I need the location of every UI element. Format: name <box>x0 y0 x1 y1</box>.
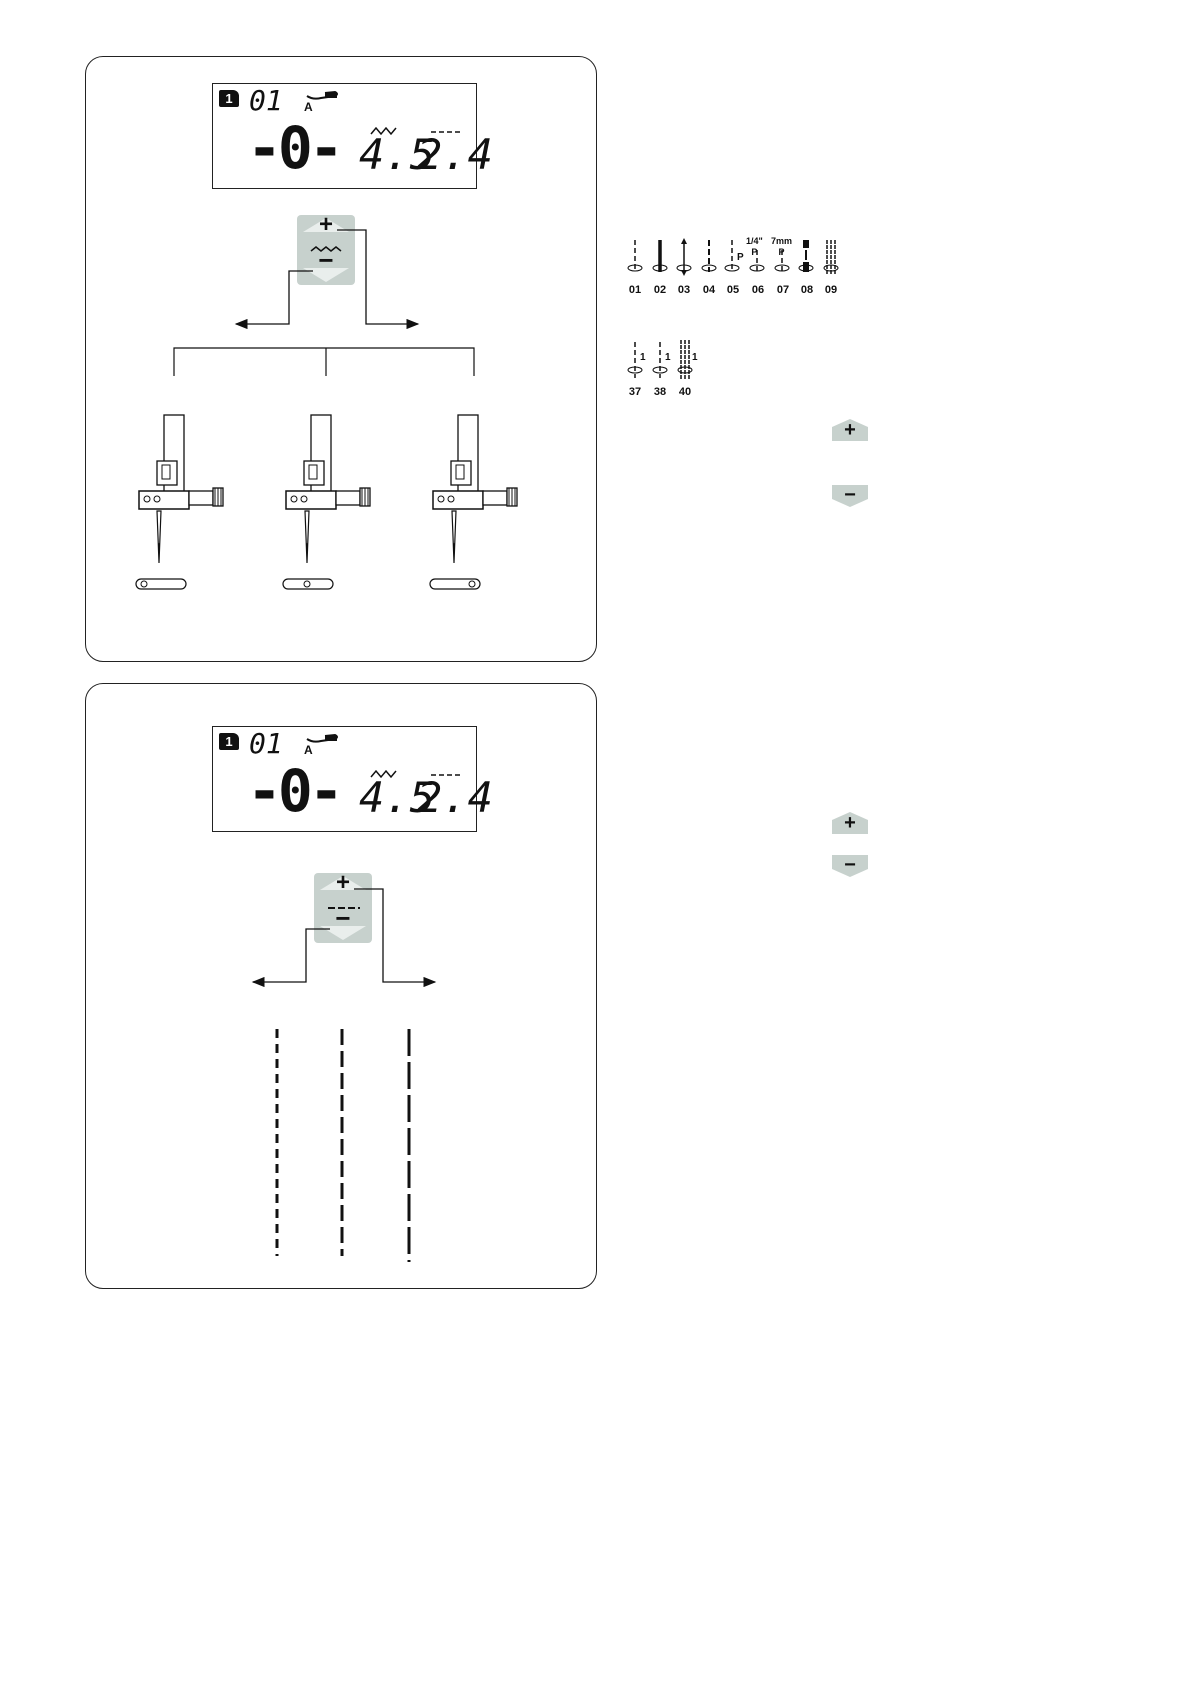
pattern-number-05[interactable]: 05 <box>726 284 740 296</box>
needle-center <box>283 415 370 589</box>
needle-position-readout: -0- <box>247 757 340 825</box>
pattern-number: 01 <box>249 727 283 760</box>
top-diagram-lines <box>86 57 596 661</box>
pattern-number-08[interactable]: 08 <box>800 284 814 296</box>
stitch-pattern-row-1 <box>622 238 862 300</box>
mark-07: 7mm P <box>771 236 793 257</box>
needle-left <box>136 415 223 589</box>
mode-badge: 1 <box>219 90 239 107</box>
mark-05: P <box>737 252 744 263</box>
side-minus-key-2[interactable] <box>832 855 868 877</box>
width-plus-button[interactable]: + <box>318 211 333 238</box>
mark-06: 1/4" P <box>746 236 763 257</box>
side-plus-key-2[interactable] <box>832 812 868 834</box>
pattern-number-07[interactable]: 07 <box>776 284 790 296</box>
mark-37: 1 <box>640 352 646 363</box>
foot-letter: A <box>304 100 313 114</box>
stitch-length-panel <box>85 683 597 1289</box>
bottom-diagram-lines <box>86 684 596 1288</box>
side-key-label: + <box>844 812 856 834</box>
side-plus-key-1[interactable] <box>832 419 868 441</box>
pattern-number: 01 <box>249 84 283 117</box>
side-minus-key-1[interactable] <box>832 485 868 507</box>
mark-38: 1 <box>665 352 671 363</box>
pattern-number-40[interactable]: 40 <box>678 386 692 398</box>
pattern-number-09[interactable]: 09 <box>824 284 838 296</box>
pattern-number-02[interactable]: 02 <box>653 284 667 296</box>
foot-letter: A <box>304 743 313 757</box>
pattern-number-04[interactable]: 04 <box>702 284 716 296</box>
side-key-label: + <box>844 419 856 441</box>
mode-badge: 1 <box>219 733 239 750</box>
length-value: 2.4 <box>417 130 493 179</box>
needle-right <box>430 415 517 589</box>
pattern-number-06[interactable]: 06 <box>751 284 765 296</box>
side-key-label: − <box>844 484 856 506</box>
needle-position-panel <box>85 56 597 662</box>
mark-40: 1 <box>692 352 698 363</box>
side-key-label: − <box>844 854 856 876</box>
pattern-number-38[interactable]: 38 <box>653 386 667 398</box>
pattern-number-03[interactable]: 03 <box>677 284 691 296</box>
pattern-number-01[interactable]: 01 <box>628 284 642 296</box>
width-value: 4.5 <box>359 130 435 179</box>
width-value: 4.5 <box>359 773 435 822</box>
needle-position-readout: -0- <box>247 114 340 182</box>
pattern-number-37[interactable]: 37 <box>628 386 642 398</box>
length-plus-button[interactable]: + <box>335 869 350 896</box>
width-minus-button[interactable]: − <box>318 245 334 275</box>
length-minus-button[interactable]: − <box>335 903 351 933</box>
stitch-pattern-row-2 <box>622 340 712 400</box>
length-value: 2.4 <box>417 773 493 822</box>
